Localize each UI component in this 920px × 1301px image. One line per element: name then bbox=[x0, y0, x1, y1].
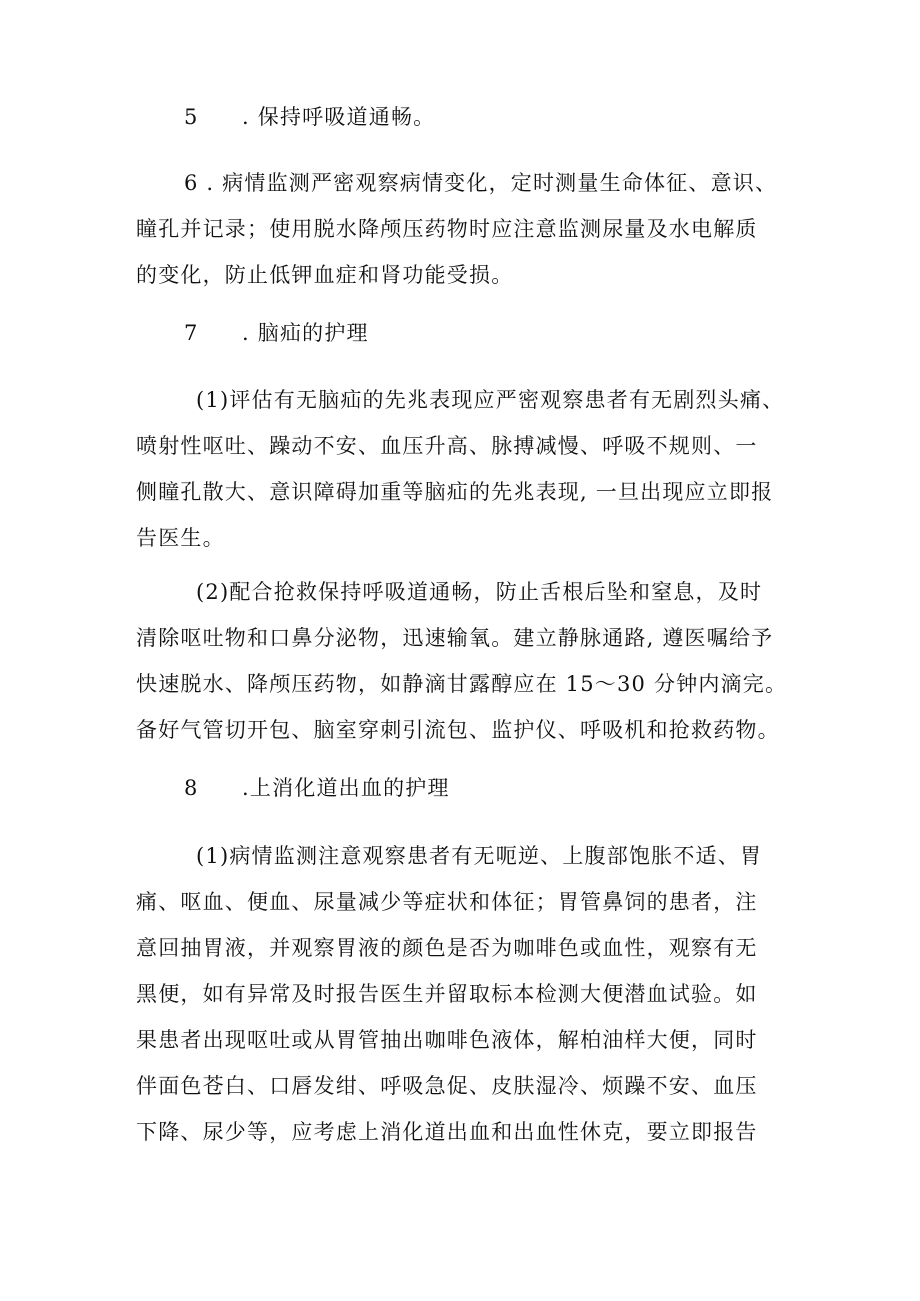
section-7-item-2-line-3: 快速脱水、降颅压药物，如静滴甘露醇应在 15～30 分钟内滴完。 bbox=[136, 672, 788, 696]
section-6-line-2: 瞳孔并记录；使用脱水降颅压药物时应注意监测尿量及水电解质 bbox=[136, 217, 758, 241]
section-8-title: .上消化道出血的护理 bbox=[242, 776, 450, 800]
section-7-item-2-line-4: 备好气管切开包、脑室穿刺引流包、监护仪、呼吸机和抢救药物。 bbox=[136, 718, 780, 742]
section-8-item-1-line-1: (1)病情监测注意观察患者有无呃逆、上腹部饱胀不适、胃 bbox=[196, 844, 763, 868]
section-8-item-1-line-4: 黑便，如有异常及时报告医生并留取标本检测大便潜血试验。如 bbox=[136, 982, 758, 1006]
section-5-number: 5 bbox=[184, 105, 198, 129]
section-7-title: . 脑疝的护理 bbox=[242, 321, 369, 345]
section-7-item-2-line-1: (2)配合抢救保持呼吸道通畅，防止舌根后坠和窒息，及时 bbox=[196, 580, 763, 604]
section-8-item-1-line-2: 痛、呕血、便血、尿量减少等症状和体征；胃管鼻饲的患者，注 bbox=[136, 890, 758, 914]
section-5-title: . 保持呼吸道通畅。 bbox=[242, 105, 436, 129]
section-7-item-1-line-3: 侧瞳孔散大、意识障碍加重等脑疝的先兆表现, 一旦出现应立即报 bbox=[136, 480, 774, 504]
section-7-item-1-line-1: (1)评估有无脑疝的先兆表现应严密观察患者有无剧烈头痛、 bbox=[196, 388, 785, 412]
section-8-number: 8 bbox=[184, 776, 198, 800]
section-8-item-1-line-3: 意回抽胃液，并观察胃液的颜色是否为咖啡色或血性，观察有无 bbox=[136, 936, 758, 960]
section-7-item-2-line-2: 清除呕吐物和口鼻分泌物，迅速输氧。建立静脉通路, 遵医嘱给予 bbox=[136, 626, 774, 650]
section-7-item-1-line-4: 告医生。 bbox=[136, 526, 225, 550]
section-6-line-3: 的变化，防止低钾血症和肾功能受损。 bbox=[136, 263, 514, 287]
section-7-item-1-line-2: 喷射性呕吐、躁动不安、血压升高、脉搏减慢、呼吸不规则、一 bbox=[136, 434, 758, 458]
section-7-number: 7 bbox=[184, 321, 198, 345]
section-8-item-1-line-7: 下降、尿少等，应考虑上消化道出血和出血性休克，要立即报告 bbox=[136, 1120, 758, 1144]
section-6-line-1: 6 . 病情监测严密观察病情变化，定时测量生命体征、意识、 bbox=[184, 171, 778, 195]
section-8-item-1-line-5: 果患者出现呕吐或从胃管抽出咖啡色液体，解柏油样大便，同时 bbox=[136, 1028, 758, 1052]
section-8-item-1-line-6: 伴面色苍白、口唇发绀、呼吸急促、皮肤湿冷、烦躁不安、血压 bbox=[136, 1074, 758, 1098]
